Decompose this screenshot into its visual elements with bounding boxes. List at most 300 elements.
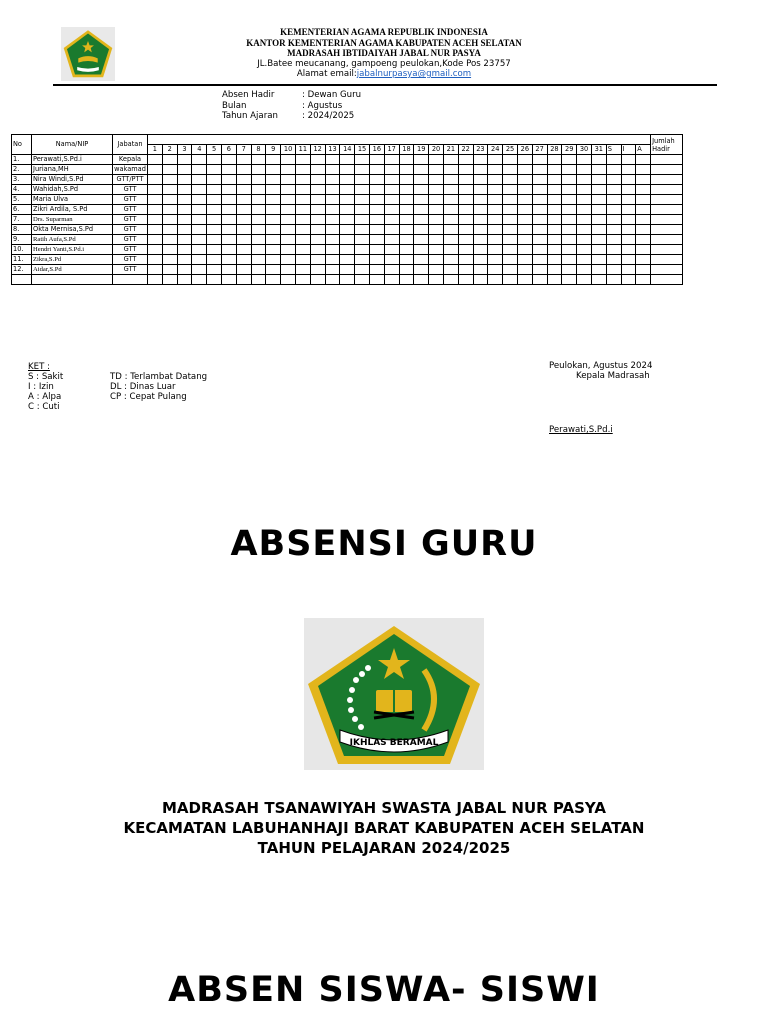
attendance-cell <box>310 185 325 195</box>
empty-cell <box>636 275 651 285</box>
attendance-cell <box>148 265 163 275</box>
attendance-cell <box>488 195 503 205</box>
attendance-cell <box>443 185 458 195</box>
attendance-cell <box>606 195 621 205</box>
attendance-cell <box>399 255 414 265</box>
attendance-cell <box>591 265 606 275</box>
attendance-cell <box>340 175 355 185</box>
attendance-cell <box>473 245 488 255</box>
attendance-cell <box>384 175 399 185</box>
day-header: 7 <box>236 145 251 155</box>
email-label: Alamat email: <box>296 69 357 79</box>
attendance-cell <box>281 205 296 215</box>
attendance-cell <box>517 235 532 245</box>
attendance-cell <box>458 195 473 205</box>
attendance-cell <box>562 175 577 185</box>
attendance-cell <box>310 215 325 225</box>
header-i: I <box>621 145 636 155</box>
table-row <box>12 165 683 175</box>
day-header: 31 <box>591 145 606 155</box>
attendance-cell <box>443 225 458 235</box>
attendance-cell <box>547 255 562 265</box>
table-row <box>12 185 683 195</box>
attendance-cell <box>458 215 473 225</box>
legend-item: DL : Dinas Luar <box>110 382 176 392</box>
empty-cell <box>236 275 251 285</box>
attendance-cell <box>384 225 399 235</box>
attendance-cell <box>310 225 325 235</box>
attendance-cell <box>236 195 251 205</box>
attendance-cell <box>384 245 399 255</box>
attendance-cell <box>340 255 355 265</box>
attendance-cell <box>503 245 518 255</box>
row-no: 6. <box>12 205 32 215</box>
attendance-cell <box>295 205 310 215</box>
empty-cell <box>148 275 163 285</box>
attendance-cell <box>310 175 325 185</box>
attendance-cell <box>577 185 592 195</box>
attendance-cell <box>488 165 503 175</box>
row-jabatan: GTT <box>113 215 148 225</box>
day-header: 11 <box>295 145 310 155</box>
attendance-cell <box>458 205 473 215</box>
empty-cell <box>547 275 562 285</box>
attendance-cell <box>251 265 266 275</box>
attendance-cell <box>517 265 532 275</box>
attendance-cell <box>473 185 488 195</box>
attendance-cell <box>177 185 192 195</box>
absen-value: : Dewan Guru <box>302 90 362 100</box>
attendance-cell <box>384 265 399 275</box>
attendance-cell <box>325 245 340 255</box>
attendance-cell <box>310 155 325 165</box>
attendance-cell <box>547 185 562 195</box>
attendance-cell <box>266 235 281 245</box>
attendance-cell <box>221 265 236 275</box>
attendance-cell <box>458 165 473 175</box>
attendance-cell <box>251 205 266 215</box>
attendance-cell <box>325 235 340 245</box>
cover-title: ABSENSI GURU <box>230 524 538 564</box>
row-total <box>651 185 683 195</box>
attendance-cell <box>369 155 384 165</box>
legend-item: TD : Terlambat Datang <box>110 372 208 382</box>
attendance-cell <box>621 215 636 225</box>
attendance-cell <box>355 225 370 235</box>
attendance-cell <box>429 265 444 275</box>
attendance-cell <box>488 225 503 235</box>
attendance-cell <box>355 155 370 165</box>
attendance-cell <box>295 245 310 255</box>
attendance-cell <box>251 195 266 205</box>
attendance-cell <box>591 165 606 175</box>
attendance-cell <box>547 155 562 165</box>
attendance-cell <box>295 165 310 175</box>
attendance-cell <box>621 245 636 255</box>
empty-cell <box>295 275 310 285</box>
attendance-cell <box>621 265 636 275</box>
tahun-value: : 2024/2025 <box>302 111 355 121</box>
empty-cell <box>325 275 340 285</box>
attendance-cell <box>606 255 621 265</box>
attendance-cell <box>177 205 192 215</box>
attendance-cell <box>591 215 606 225</box>
row-jabatan: GTT <box>113 185 148 195</box>
attendance-cell <box>414 225 429 235</box>
row-jabatan: GTT/PTT <box>113 175 148 185</box>
row-name: Aidar,S.Pd <box>32 265 113 275</box>
email-link[interactable]: jabalnurpasya@gmail.com <box>356 69 472 79</box>
kop-line-1: KEMENTERIAN AGAMA REPUBLIK INDONESIA <box>280 27 488 37</box>
attendance-cell <box>177 255 192 265</box>
row-total <box>651 245 683 255</box>
attendance-cell <box>517 205 532 215</box>
attendance-cell <box>221 255 236 265</box>
attendance-cell <box>162 225 177 235</box>
attendance-cell <box>369 175 384 185</box>
attendance-cell <box>281 245 296 255</box>
attendance-cell <box>503 205 518 215</box>
attendance-cell <box>281 235 296 245</box>
attendance-cell <box>473 175 488 185</box>
attendance-cell <box>310 255 325 265</box>
attendance-cell <box>148 175 163 185</box>
attendance-cell <box>503 185 518 195</box>
attendance-cell <box>369 225 384 235</box>
day-header: 27 <box>532 145 547 155</box>
attendance-cell <box>458 265 473 275</box>
attendance-cell <box>384 155 399 165</box>
attendance-cell <box>148 225 163 235</box>
attendance-cell <box>148 205 163 215</box>
attendance-cell <box>503 255 518 265</box>
attendance-cell <box>251 165 266 175</box>
attendance-cell <box>503 175 518 185</box>
attendance-cell <box>325 255 340 265</box>
row-no: 2. <box>12 165 32 175</box>
table-row <box>12 235 683 245</box>
day-header: 29 <box>562 145 577 155</box>
attendance-cell <box>458 155 473 165</box>
attendance-cell <box>443 215 458 225</box>
attendance-cell <box>621 235 636 245</box>
row-total <box>651 215 683 225</box>
attendance-cell <box>384 185 399 195</box>
attendance-cell <box>162 235 177 245</box>
attendance-cell <box>473 215 488 225</box>
attendance-cell <box>577 245 592 255</box>
attendance-cell <box>207 165 222 175</box>
attendance-cell <box>532 155 547 165</box>
attendance-cell <box>621 185 636 195</box>
attendance-cell <box>325 225 340 235</box>
attendance-cell <box>562 195 577 205</box>
attendance-cell <box>488 265 503 275</box>
row-jabatan: GTT <box>113 255 148 265</box>
school-name: MADRASAH TSANAWIYAH SWASTA JABAL NUR PASYA <box>162 799 606 817</box>
kop-line-4: JL.Batee meucanang, gampoeng peulokan,Kode Pos 23757 <box>257 58 511 69</box>
attendance-cell <box>369 195 384 205</box>
attendance-cell <box>148 235 163 245</box>
attendance-cell <box>429 215 444 225</box>
attendance-cell <box>251 175 266 185</box>
attendance-cell <box>488 235 503 245</box>
row-no: 4. <box>12 185 32 195</box>
row-name: Hendri Yanti,S.Pd.i <box>32 245 113 255</box>
attendance-cell <box>591 185 606 195</box>
attendance-cell <box>251 225 266 235</box>
row-jabatan: GTT <box>113 195 148 205</box>
attendance-cell <box>443 175 458 185</box>
empty-cell <box>651 275 683 285</box>
attendance-cell <box>148 245 163 255</box>
row-jabatan: GTT <box>113 205 148 215</box>
table-row <box>12 205 683 215</box>
attendance-cell <box>251 255 266 265</box>
attendance-cell <box>443 205 458 215</box>
attendance-cell <box>221 245 236 255</box>
attendance-cell <box>591 175 606 185</box>
attendance-cell <box>488 185 503 195</box>
attendance-cell <box>636 255 651 265</box>
attendance-cell <box>236 205 251 215</box>
attendance-cell <box>562 265 577 275</box>
attendance-cell <box>547 215 562 225</box>
attendance-cell <box>295 255 310 265</box>
row-jabatan: GTT <box>113 235 148 245</box>
attendance-cell <box>503 235 518 245</box>
row-name: Okta Mernisa,S.Pd <box>32 225 113 235</box>
attendance-cell <box>636 185 651 195</box>
attendance-cell <box>266 225 281 235</box>
attendance-cell <box>281 225 296 235</box>
attendance-cell <box>192 225 207 235</box>
absen-label: Absen Hadir <box>222 90 275 100</box>
attendance-cell <box>503 165 518 175</box>
legend-item: A : Alpa <box>28 392 62 402</box>
attendance-cell <box>340 185 355 195</box>
attendance-cell <box>369 215 384 225</box>
table-row <box>12 155 683 165</box>
attendance-cell <box>340 205 355 215</box>
header-a: A <box>636 145 651 155</box>
attendance-cell <box>636 225 651 235</box>
legend <box>28 362 250 412</box>
attendance-cell <box>488 215 503 225</box>
attendance-cell <box>355 245 370 255</box>
attendance-cell <box>192 245 207 255</box>
attendance-cell <box>399 195 414 205</box>
table-row <box>12 245 683 255</box>
legend-item: I : Izin <box>28 382 54 392</box>
day-header: 12 <box>310 145 325 155</box>
attendance-cell <box>517 245 532 255</box>
attendance-cell <box>532 185 547 195</box>
empty-cell <box>266 275 281 285</box>
attendance-cell <box>399 235 414 245</box>
attendance-cell <box>295 175 310 185</box>
attendance-cell <box>266 185 281 195</box>
attendance-cell <box>562 215 577 225</box>
attendance-cell <box>340 195 355 205</box>
bulan-value: : Agustus <box>302 100 343 111</box>
row-no: 8. <box>12 225 32 235</box>
attendance-cell <box>562 205 577 215</box>
empty-cell <box>192 275 207 285</box>
attendance-table <box>11 134 683 285</box>
attendance-cell <box>443 195 458 205</box>
attendance-cell <box>429 155 444 165</box>
attendance-cell <box>414 205 429 215</box>
attendance-cell <box>473 235 488 245</box>
attendance-cell <box>636 165 651 175</box>
school-block <box>0 798 768 858</box>
attendance-cell <box>399 175 414 185</box>
row-no: 11. <box>12 255 32 265</box>
attendance-cell <box>221 195 236 205</box>
signer-position: Kepala Madrasah <box>576 371 650 381</box>
attendance-cell <box>577 225 592 235</box>
kemenag-logo-large <box>304 618 484 770</box>
header-days-span <box>148 135 651 145</box>
attendance-cell <box>162 155 177 165</box>
day-header: 18 <box>399 145 414 155</box>
row-name: Drs. Suparman <box>32 215 113 225</box>
attendance-cell <box>591 155 606 165</box>
attendance-cell <box>192 215 207 225</box>
attendance-cell <box>340 165 355 175</box>
attendance-cell <box>340 265 355 275</box>
attendance-cell <box>192 165 207 175</box>
attendance-cell <box>473 155 488 165</box>
tahun-label: Tahun Ajaran <box>222 111 278 121</box>
attendance-cell <box>591 235 606 245</box>
attendance-cell <box>192 265 207 275</box>
attendance-cell <box>177 165 192 175</box>
attendance-cell <box>340 245 355 255</box>
attendance-cell <box>517 185 532 195</box>
header-s: S <box>606 145 621 155</box>
attendance-cell <box>399 155 414 165</box>
attendance-cell <box>414 155 429 165</box>
row-total <box>651 235 683 245</box>
attendance-cell <box>429 245 444 255</box>
attendance-cell <box>281 265 296 275</box>
attendance-cell <box>310 235 325 245</box>
attendance-cell <box>221 165 236 175</box>
attendance-cell <box>636 265 651 275</box>
attendance-cell <box>458 245 473 255</box>
attendance-cell <box>251 245 266 255</box>
attendance-cell <box>547 245 562 255</box>
attendance-cell <box>562 185 577 195</box>
row-total <box>651 225 683 235</box>
attendance-cell <box>340 215 355 225</box>
attendance-cell <box>577 165 592 175</box>
attendance-cell <box>577 195 592 205</box>
attendance-cell <box>355 185 370 195</box>
attendance-cell <box>295 215 310 225</box>
attendance-cell <box>236 265 251 275</box>
attendance-cell <box>547 235 562 245</box>
empty-cell <box>458 275 473 285</box>
attendance-cell <box>562 155 577 165</box>
attendance-cell <box>281 215 296 225</box>
empty-cell <box>562 275 577 285</box>
attendance-cell <box>162 205 177 215</box>
attendance-cell <box>384 195 399 205</box>
attendance-cell <box>192 155 207 165</box>
row-no: 5. <box>12 195 32 205</box>
attendance-cell <box>177 235 192 245</box>
attendance-cell <box>636 155 651 165</box>
row-total <box>651 165 683 175</box>
attendance-cell <box>517 155 532 165</box>
day-header: 20 <box>429 145 444 155</box>
attendance-cell <box>606 175 621 185</box>
attendance-cell <box>266 155 281 165</box>
attendance-cell <box>281 195 296 205</box>
row-total <box>651 255 683 265</box>
attendance-cell <box>340 225 355 235</box>
attendance-cell <box>281 255 296 265</box>
school-year: TAHUN PELAJARAN 2024/2025 <box>257 839 511 857</box>
attendance-cell <box>636 215 651 225</box>
attendance-cell <box>221 205 236 215</box>
attendance-cell <box>177 245 192 255</box>
attendance-cell <box>591 255 606 265</box>
attendance-cell <box>473 205 488 215</box>
attendance-cell <box>310 205 325 215</box>
attendance-cell <box>577 235 592 245</box>
attendance-cell <box>384 255 399 265</box>
attendance-cell <box>266 165 281 175</box>
row-no: 9. <box>12 235 32 245</box>
attendance-cell <box>266 195 281 205</box>
signature-block <box>549 361 652 435</box>
header-row <box>12 135 683 145</box>
attendance-cell <box>399 225 414 235</box>
attendance-cell <box>236 255 251 265</box>
attendance-cell <box>325 265 340 275</box>
attendance-cell <box>148 165 163 175</box>
attendance-info <box>222 90 361 122</box>
attendance-cell <box>429 165 444 175</box>
school-district: KECAMATAN LABUHANHAJI BARAT KABUPATEN ACEH SELATAN <box>123 819 645 837</box>
legend-item <box>110 402 250 412</box>
day-header: 21 <box>443 145 458 155</box>
day-header: 15 <box>355 145 370 155</box>
attendance-cell <box>532 245 547 255</box>
attendance-cell <box>636 205 651 215</box>
attendance-cell <box>606 185 621 195</box>
attendance-cell <box>192 235 207 245</box>
empty-cell <box>221 275 236 285</box>
attendance-cell <box>562 245 577 255</box>
attendance-cell <box>369 235 384 245</box>
empty-cell <box>251 275 266 285</box>
attendance-cell <box>177 195 192 205</box>
attendance-cell <box>207 215 222 225</box>
attendance-cell <box>606 155 621 165</box>
attendance-cell <box>207 245 222 255</box>
attendance-cell <box>177 155 192 165</box>
attendance-cell <box>207 195 222 205</box>
attendance-cell <box>414 245 429 255</box>
attendance-cell <box>310 245 325 255</box>
table-row <box>12 195 683 205</box>
attendance-cell <box>295 195 310 205</box>
